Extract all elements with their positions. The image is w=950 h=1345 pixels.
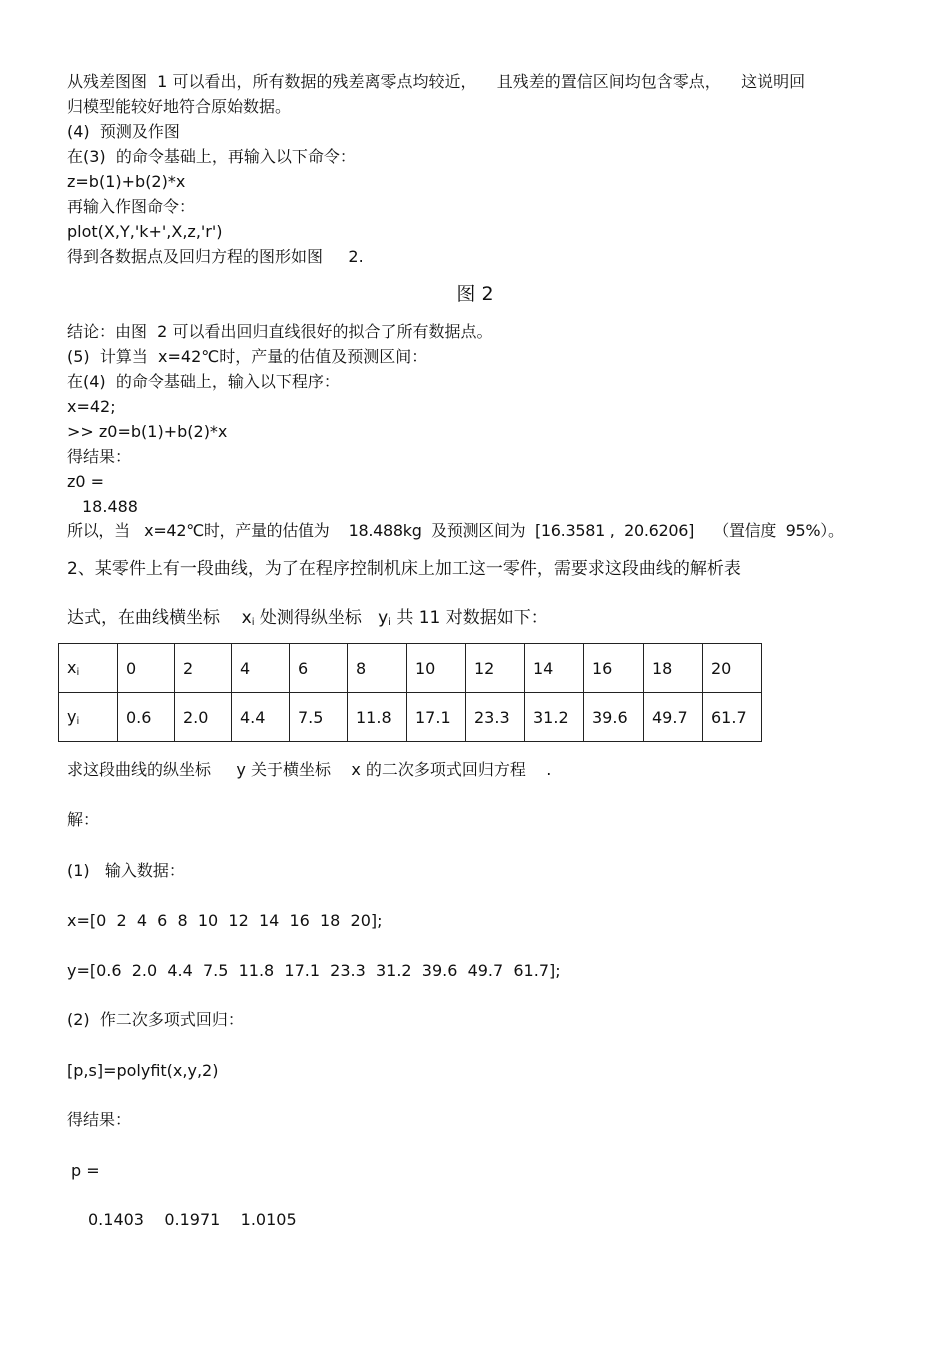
table-cell: 17.1 xyxy=(407,693,466,742)
table-cell: 12 xyxy=(466,644,525,693)
table-cell: 61.7 xyxy=(703,693,762,742)
solution-heading: 解： xyxy=(67,810,100,829)
code-output: z0 = xyxy=(67,472,105,491)
table-cell: 39.6 xyxy=(584,693,644,742)
table-cell: 8 xyxy=(348,644,407,693)
table-cell: 4 xyxy=(232,644,290,693)
coord-text: 达式，在曲线横坐标 x xyxy=(67,608,252,628)
problem-statement-continued xyxy=(67,608,548,633)
code-line: x=[0 2 4 6 8 10 12 14 16 18 20]; xyxy=(67,911,383,930)
subscript: i xyxy=(251,617,255,628)
text-line: 从残差图图 1 可以看出，所有数据的残差离零点均较近， 且残差的置信区间均包含零点， 这说明回 xyxy=(67,72,806,91)
coord-text: 共 11 对数据如下： xyxy=(390,608,548,628)
subscript: i xyxy=(388,617,391,628)
text-line: 得结果： xyxy=(67,1110,132,1129)
code-output: 18.488 xyxy=(82,497,138,516)
data-table xyxy=(58,643,762,742)
table-row-y xyxy=(59,693,762,742)
table-cell: 4.4 xyxy=(232,693,290,742)
text-line: 得结果： xyxy=(67,447,132,466)
step-heading: (2) 作二次多项式回归： xyxy=(67,1010,244,1029)
text-line: 得到各数据点及回归方程的图形如图 2. xyxy=(67,247,364,266)
table-cell: 7.5 xyxy=(290,693,348,742)
problem-statement: 2、某零件上有一段曲线，为了在程序控制机床上加工这一零件，需要求这段曲线的解析表 xyxy=(67,559,741,579)
step-heading: (1) 输入数据： xyxy=(67,861,185,880)
code-output: 0.1403 0.1971 1.0105 xyxy=(88,1210,297,1229)
figure-caption: 图 2 xyxy=(456,283,494,305)
code-line: [p,s]=polyfit(x,y,2) xyxy=(67,1061,219,1080)
table-cell: 10 xyxy=(407,644,466,693)
section-heading: (4) 预测及作图 xyxy=(67,122,180,141)
row-header-y: $y_i$ xyxy=(59,693,118,742)
table-cell: 14 xyxy=(525,644,584,693)
table-cell: 16 xyxy=(584,644,644,693)
question-line: 求这段曲线的纵坐标 y 关于横坐标 x 的二次多项式回归方程 . xyxy=(67,760,552,779)
table-cell: 2 xyxy=(175,644,232,693)
text-line: 在(3) 的命令基础上，再输入以下命令： xyxy=(67,147,356,166)
code-line: z=b(1)+b(2)*x xyxy=(67,172,186,191)
text-line: 归模型能较好地符合原始数据。 xyxy=(67,97,292,116)
code-output: p = xyxy=(71,1161,100,1180)
row-header-x: $x_i$ xyxy=(59,644,118,693)
table-cell: 0.6 xyxy=(118,693,175,742)
table-cell: 6 xyxy=(290,644,348,693)
table-cell: 20 xyxy=(703,644,762,693)
table-cell: 18 xyxy=(644,644,703,693)
table-cell: 23.3 xyxy=(466,693,525,742)
code-line: y=[0.6 2.0 4.4 7.5 11.8 17.1 23.3 31.2 39.6 49.7 61.7]; xyxy=(67,961,561,980)
code-line: plot(X,Y,'k+',X,z,'r') xyxy=(67,222,223,241)
code-line: x=42; xyxy=(67,397,116,416)
text-line: 在(4) 的命令基础上，输入以下程序： xyxy=(67,372,340,391)
table-cell: 49.7 xyxy=(644,693,703,742)
table-cell: 31.2 xyxy=(525,693,584,742)
code-line: >> z0=b(1)+b(2)*x xyxy=(67,422,228,441)
table-cell: 2.0 xyxy=(175,693,232,742)
text-line: 所以，当 x=42℃时，产量的估值为 18.488kg 及预测区间为 [16.3581 , 20.6206] （置信度 95%）。 xyxy=(67,521,844,540)
coord-text: 处测得纵坐标 y xyxy=(254,608,389,628)
table-cell: 0 xyxy=(118,644,175,693)
text-line: 结论：由图 2 可以看出回归直线很好的拟合了所有数据点。 xyxy=(67,322,493,341)
table-row-x xyxy=(59,644,762,693)
section-heading: (5) 计算当 x=42℃时，产量的估值及预测区间： xyxy=(67,347,428,366)
text-line: 再输入作图命令： xyxy=(67,197,196,216)
table-cell: 11.8 xyxy=(348,693,407,742)
